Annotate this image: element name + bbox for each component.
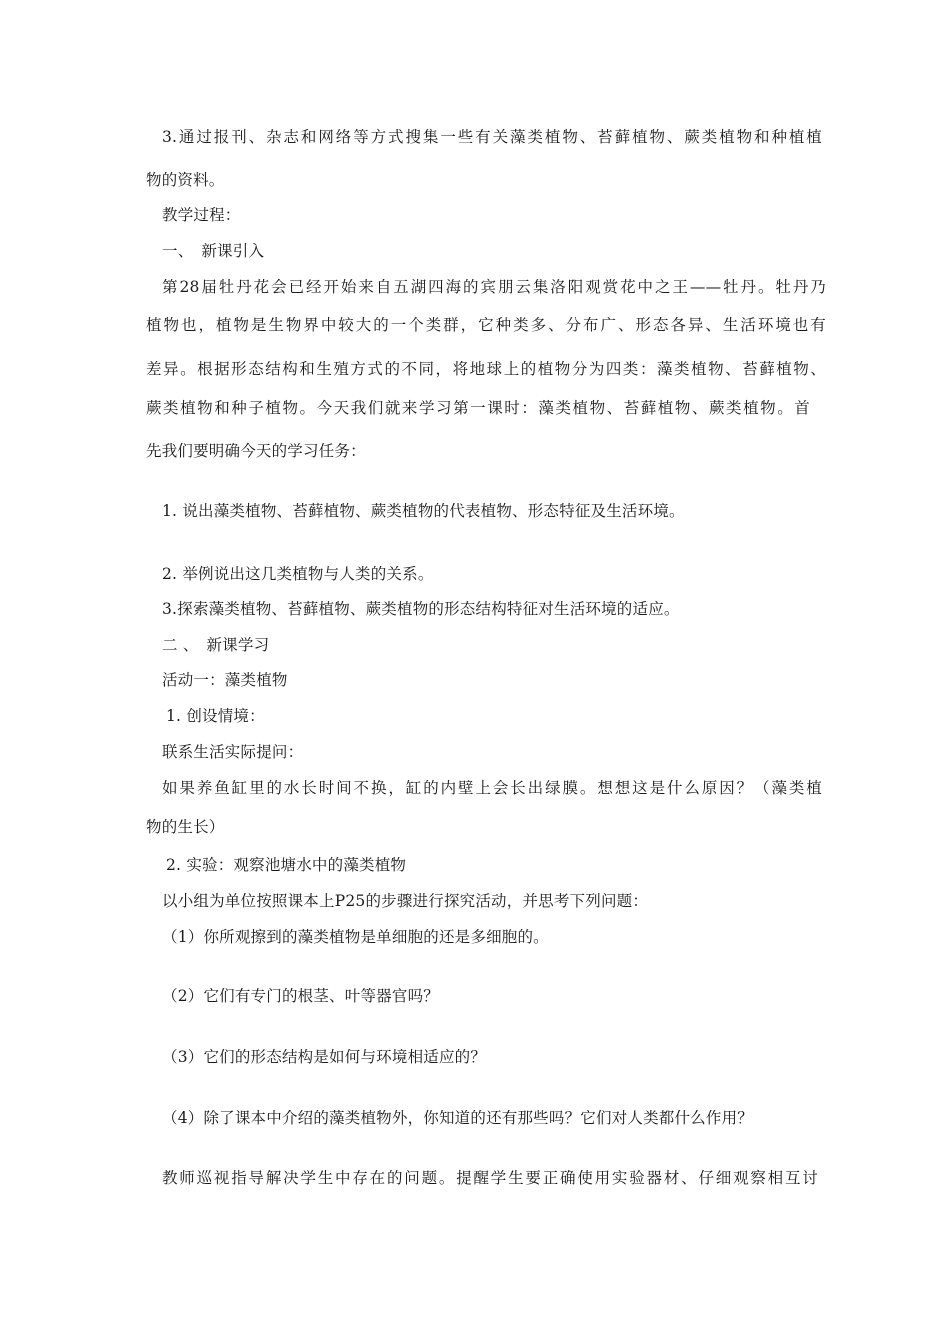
section-heading-2: 二 、 新课学习 [162,636,270,654]
section-heading-1: 一、 新课引入 [162,242,265,260]
paragraph-intro-line-3: 差异。根据形态结构和生殖方式的不同，将地球上的植物分为四类：藻类植物、苔藓植物、 [146,360,826,378]
task-item-3: 3.探索藻类植物、苔藓植物、蕨类植物的形态结构特征对生活环境的适应。 [162,600,680,618]
task-item-1: 1. 说出藻类植物、苔藓植物、蕨类植物的代表植物、形态特征及生活环境。 [162,502,685,520]
paragraph-teacher-guidance: 教师巡视指导解决学生中存在的问题。提醒学生要正确使用实验器材、仔细观察相互讨 [162,1169,818,1187]
activity-heading-1: 活动一：藻类植物 [162,671,288,689]
task-item-2: 2. 举例说出这几类植物与人类的关系。 [162,565,434,583]
paragraph-fishtank-line-1: 如果养鱼缸里的水长时间不换，缸的内壁上会长出绿膜。想想这是什么原因？（藻类植 [162,779,822,797]
paragraph-intro-line-1: 第28届牡丹花会已经开始来自五湖四海的宾朋云集洛阳观赏花中之王——牡丹。牡丹乃 [162,278,826,296]
section-label-teaching-process: 教学过程： [162,206,241,224]
paragraph-fishtank-line-2: 物的生长） [146,818,225,836]
text-line-prep-3-cont: 物的资料。 [146,171,225,189]
text-line-prep-3: 3.通过报刊、杂志和网络等方式搜集一些有关藻类植物、苔藓植物、蕨类植物和种植植 [162,128,822,146]
step-create-situation: 1. 创设情境： [166,707,265,725]
paragraph-intro-line-4: 蕨类植物和种子植物。今天我们就来学习第一课时：藻类植物、苔藓植物、蕨类植物。首 [146,399,810,417]
paragraph-intro-line-5: 先我们要明确今天的学习任务： [146,442,366,460]
question-3: （3）它们的形态结构是如何与环境相适应的？ [162,1048,487,1066]
line-question-intro: 联系生活实际提问： [162,743,304,761]
question-2: （2）它们有专门的根茎、叶等器官吗？ [162,987,439,1005]
question-1: （1）你所观擦到的藻类植物是单细胞的还是多细胞的。 [162,928,549,946]
step-experiment: 2. 实验：观察池塘水中的藻类植物 [166,856,407,874]
paragraph-intro-line-2: 植物也，植物是生物界中较大的一个类群，它种类多、分布广、形态各异、生活环境也有 [146,316,826,334]
line-group-activity: 以小组为单位按照课本上P25的步骤进行探究活动，并思考下列问题： [162,892,649,910]
question-4: （4）除了课本中介绍的藻类植物外，你知道的还有那些吗？它们对人类都什么作用？ [162,1109,753,1127]
